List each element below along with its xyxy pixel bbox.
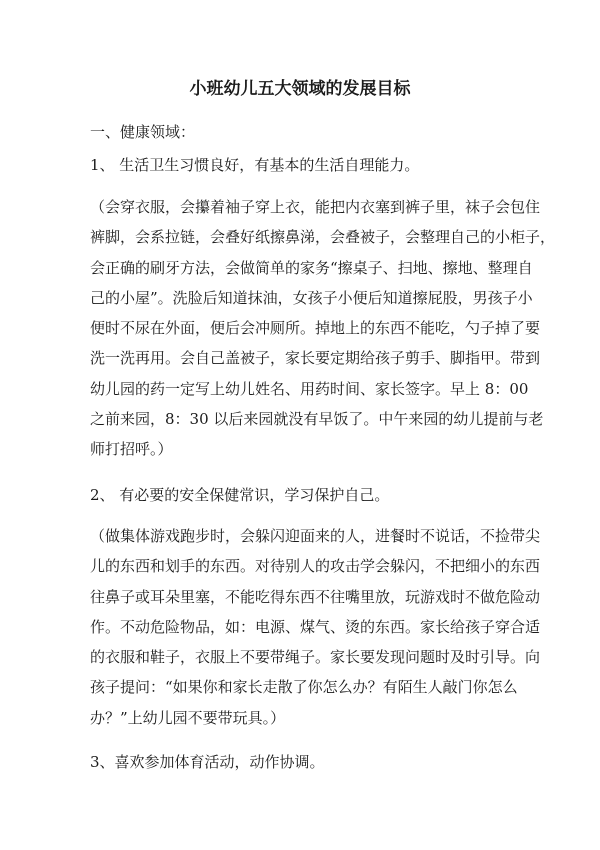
item-1-body-line: 洗一洗再用。会自己盖被子，家长要定期给孩子剪手、脚指甲。带到 [90,349,541,368]
item-1-body [90,192,556,465]
item-3-heading: 3、喜欢参加体育活动，动作协调。 [90,753,325,771]
item-1-body-line: 裤脚，会系拉链，会叠好纸擦鼻涕，会叠被子，会整理自己的小柜子， [90,228,556,247]
item-2-heading: 2、 有必要的安全保健常识，学习保护自己。 [90,486,390,504]
item-2-body-line: 儿的东西和划手的东西。对待别人的攻击学会躲闪，不把细小的东西 [90,557,541,576]
item-2-body-line: 的衣服和鞋子，衣服上不要带绳子。家长要发现问题时及时引导。向 [90,648,541,667]
item-2-body [90,521,541,733]
item-1-body-line: 之前来园，8：30 以后来园就没有早饭了。中午来园的幼儿提前与老 [90,410,544,429]
section-heading-health: 一、健康领域： [90,123,196,141]
item-1-body-line: 师打招呼。） [90,440,173,459]
item-2-body-line: 办？”上幼儿园不要带玩具。） [90,708,286,727]
item-1-body-line: 会正确的刷牙方法，会做简单的家务“擦桌子、扫地、擦地、整理自 [90,258,533,277]
item-1-body-line: 便时不尿在外面，便后会冲厕所。掉地上的东西不能吃，勺子掉了要 [90,319,541,338]
item-2-body-line: 往鼻子或耳朵里塞，不能吃得东西不往嘴里放，玩游戏时不做危险动 [90,587,541,606]
item-2-body-line: （做集体游戏跑步时，会躲闪迎面来的人，进餐时不说话，不捡带尖 [90,527,541,545]
item-1-body-line: （会穿衣服，会攥着袖子穿上衣，能把内衣塞到裤子里，袜子会包住 [90,198,541,216]
item-2-body-line: 作。不动危险物品，如：电源、煤气、烫的东西。家长给孩子穿合适 [90,617,541,636]
item-1-body-line: 己的小屋”。洗脸后知道抹油，女孩子小便后知道擦屁股，男孩子小 [90,288,533,307]
document-title: 小班幼儿五大领域的发展目标 [189,79,411,99]
item-2-body-line: 孩子提问：“如果你和家长走散了你怎么办？有陌生人敲门你怎么 [90,678,518,697]
item-1-body-line: 幼儿园的药一定写上幼儿姓名、用药时间、家长签字。早上 8：00 [90,379,529,398]
item-1-heading: 1、 生活卫生习惯良好，有基本的生活自理能力。 [90,156,420,174]
